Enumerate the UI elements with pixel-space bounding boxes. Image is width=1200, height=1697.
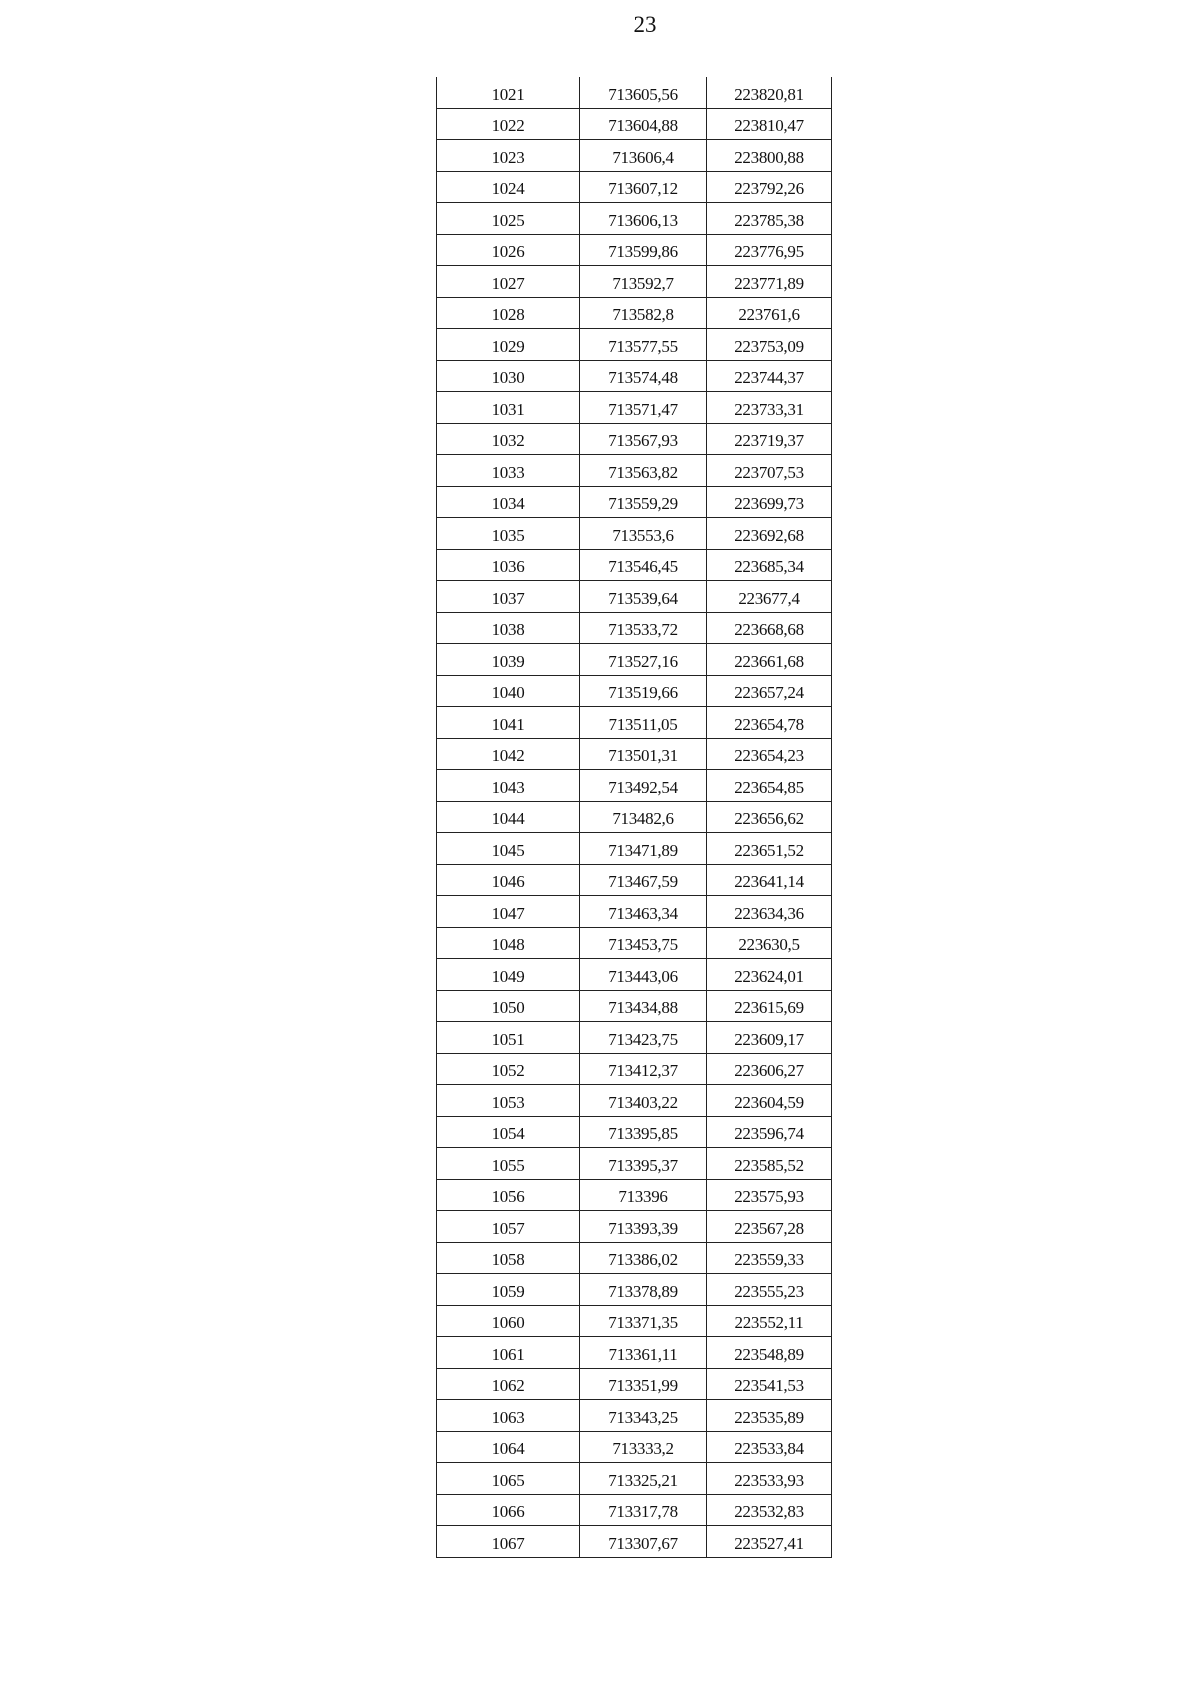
point-number-cell: 1039 [437, 644, 580, 676]
point-number-cell: 1036 [437, 549, 580, 581]
table-row [437, 1022, 832, 1054]
x-coordinate-cell: 713533,72 [580, 612, 707, 644]
table-row [437, 927, 832, 959]
y-coordinate-cell: 223707,53 [707, 455, 832, 487]
x-coordinate-cell: 713395,85 [580, 1116, 707, 1148]
table-row [437, 1368, 832, 1400]
x-coordinate-cell: 713606,4 [580, 140, 707, 172]
table-row [437, 1053, 832, 1085]
y-coordinate-cell: 223533,84 [707, 1431, 832, 1463]
y-coordinate-cell: 223661,68 [707, 644, 832, 676]
y-coordinate-cell: 223604,59 [707, 1085, 832, 1117]
y-coordinate-cell: 223820,81 [707, 77, 832, 108]
table-row [437, 1494, 832, 1526]
point-number-cell: 1029 [437, 329, 580, 361]
point-number-cell: 1046 [437, 864, 580, 896]
x-coordinate-cell: 713519,66 [580, 675, 707, 707]
point-number-cell: 1027 [437, 266, 580, 298]
x-coordinate-cell: 713582,8 [580, 297, 707, 329]
point-number-cell: 1033 [437, 455, 580, 487]
point-number-cell: 1048 [437, 927, 580, 959]
point-number-cell: 1065 [437, 1463, 580, 1495]
table-row [437, 108, 832, 140]
point-number-cell: 1031 [437, 392, 580, 424]
x-coordinate-cell: 713351,99 [580, 1368, 707, 1400]
y-coordinate-cell: 223744,37 [707, 360, 832, 392]
y-coordinate-cell: 223552,11 [707, 1305, 832, 1337]
point-number-cell: 1049 [437, 959, 580, 991]
y-coordinate-cell: 223685,34 [707, 549, 832, 581]
page-number: 23 [633, 12, 657, 37]
x-coordinate-cell: 713577,55 [580, 329, 707, 361]
y-coordinate-cell: 223753,09 [707, 329, 832, 361]
table-row [437, 1400, 832, 1432]
x-coordinate-cell: 713343,25 [580, 1400, 707, 1432]
x-coordinate-cell: 713492,54 [580, 770, 707, 802]
point-number-cell: 1064 [437, 1431, 580, 1463]
point-number-cell: 1041 [437, 707, 580, 739]
point-number-cell: 1067 [437, 1526, 580, 1558]
point-number-cell: 1024 [437, 171, 580, 203]
table-row [437, 1179, 832, 1211]
table-row [437, 549, 832, 581]
x-coordinate-cell: 713434,88 [580, 990, 707, 1022]
table-row [437, 392, 832, 424]
y-coordinate-cell: 223792,26 [707, 171, 832, 203]
point-number-cell: 1047 [437, 896, 580, 928]
point-number-cell: 1053 [437, 1085, 580, 1117]
y-coordinate-cell: 223575,93 [707, 1179, 832, 1211]
table-row [437, 801, 832, 833]
y-coordinate-cell: 223606,27 [707, 1053, 832, 1085]
table-row [437, 1526, 832, 1558]
x-coordinate-cell: 713463,34 [580, 896, 707, 928]
y-coordinate-cell: 223677,4 [707, 581, 832, 613]
y-coordinate-cell: 223533,93 [707, 1463, 832, 1495]
x-coordinate-cell: 713361,11 [580, 1337, 707, 1369]
x-coordinate-cell: 713423,75 [580, 1022, 707, 1054]
point-number-cell: 1035 [437, 518, 580, 550]
x-coordinate-cell: 713386,02 [580, 1242, 707, 1274]
x-coordinate-cell: 713395,37 [580, 1148, 707, 1180]
y-coordinate-cell: 223634,36 [707, 896, 832, 928]
y-coordinate-cell: 223699,73 [707, 486, 832, 518]
table-row [437, 1463, 832, 1495]
x-coordinate-cell: 713571,47 [580, 392, 707, 424]
table-row [437, 234, 832, 266]
table-row [437, 1337, 832, 1369]
x-coordinate-cell: 713567,93 [580, 423, 707, 455]
table-row [437, 486, 832, 518]
table-row [437, 644, 832, 676]
table-row [437, 1211, 832, 1243]
y-coordinate-cell: 223615,69 [707, 990, 832, 1022]
table-row [437, 1274, 832, 1306]
point-number-cell: 1034 [437, 486, 580, 518]
y-coordinate-cell: 223624,01 [707, 959, 832, 991]
x-coordinate-cell: 713563,82 [580, 455, 707, 487]
point-number-cell: 1062 [437, 1368, 580, 1400]
point-number-cell: 1051 [437, 1022, 580, 1054]
point-number-cell: 1050 [437, 990, 580, 1022]
x-coordinate-cell: 713396 [580, 1179, 707, 1211]
x-coordinate-cell: 713467,59 [580, 864, 707, 896]
x-coordinate-cell: 713511,05 [580, 707, 707, 739]
table-row [437, 329, 832, 361]
point-number-cell: 1045 [437, 833, 580, 865]
y-coordinate-cell: 223733,31 [707, 392, 832, 424]
x-coordinate-cell: 713592,7 [580, 266, 707, 298]
table-row [437, 1431, 832, 1463]
table-row [437, 77, 832, 108]
point-number-cell: 1032 [437, 423, 580, 455]
y-coordinate-cell: 223651,52 [707, 833, 832, 865]
y-coordinate-cell: 223654,78 [707, 707, 832, 739]
point-number-cell: 1059 [437, 1274, 580, 1306]
table-row [437, 833, 832, 865]
x-coordinate-cell: 713378,89 [580, 1274, 707, 1306]
x-coordinate-cell: 713606,13 [580, 203, 707, 235]
table-row [437, 896, 832, 928]
y-coordinate-cell: 223761,6 [707, 297, 832, 329]
point-number-cell: 1056 [437, 1179, 580, 1211]
y-coordinate-cell: 223567,28 [707, 1211, 832, 1243]
point-number-cell: 1060 [437, 1305, 580, 1337]
point-number-cell: 1040 [437, 675, 580, 707]
point-number-cell: 1061 [437, 1337, 580, 1369]
x-coordinate-cell: 713553,6 [580, 518, 707, 550]
y-coordinate-cell: 223800,88 [707, 140, 832, 172]
table-row [437, 675, 832, 707]
point-number-cell: 1042 [437, 738, 580, 770]
x-coordinate-cell: 713403,22 [580, 1085, 707, 1117]
table-row [437, 581, 832, 613]
x-coordinate-cell: 713599,86 [580, 234, 707, 266]
y-coordinate-cell: 223692,68 [707, 518, 832, 550]
x-coordinate-cell: 713453,75 [580, 927, 707, 959]
y-coordinate-cell: 223527,41 [707, 1526, 832, 1558]
y-coordinate-cell: 223555,23 [707, 1274, 832, 1306]
y-coordinate-cell: 223609,17 [707, 1022, 832, 1054]
y-coordinate-cell: 223776,95 [707, 234, 832, 266]
x-coordinate-cell: 713412,37 [580, 1053, 707, 1085]
table-row [437, 707, 832, 739]
x-coordinate-cell: 713482,6 [580, 801, 707, 833]
table-row [437, 770, 832, 802]
y-coordinate-cell: 223532,83 [707, 1494, 832, 1526]
x-coordinate-cell: 713546,45 [580, 549, 707, 581]
y-coordinate-cell: 223657,24 [707, 675, 832, 707]
y-coordinate-cell: 223810,47 [707, 108, 832, 140]
y-coordinate-cell: 223654,23 [707, 738, 832, 770]
point-number-cell: 1054 [437, 1116, 580, 1148]
y-coordinate-cell: 223785,38 [707, 203, 832, 235]
table-row [437, 864, 832, 896]
point-number-cell: 1043 [437, 770, 580, 802]
x-coordinate-cell: 713604,88 [580, 108, 707, 140]
y-coordinate-cell: 223559,33 [707, 1242, 832, 1274]
point-number-cell: 1057 [437, 1211, 580, 1243]
y-coordinate-cell: 223654,85 [707, 770, 832, 802]
table-body [437, 77, 832, 1557]
table-row [437, 203, 832, 235]
x-coordinate-cell: 713325,21 [580, 1463, 707, 1495]
table-row [437, 297, 832, 329]
point-number-cell: 1022 [437, 108, 580, 140]
y-coordinate-cell: 223641,14 [707, 864, 832, 896]
x-coordinate-cell: 713574,48 [580, 360, 707, 392]
y-coordinate-cell: 223541,53 [707, 1368, 832, 1400]
table-row [437, 959, 832, 991]
point-number-cell: 1021 [437, 77, 580, 108]
table-row [437, 738, 832, 770]
point-number-cell: 1066 [437, 1494, 580, 1526]
x-coordinate-cell: 713307,67 [580, 1526, 707, 1558]
table-row [437, 1085, 832, 1117]
y-coordinate-cell: 223585,52 [707, 1148, 832, 1180]
point-number-cell: 1028 [437, 297, 580, 329]
point-number-cell: 1023 [437, 140, 580, 172]
point-number-cell: 1052 [437, 1053, 580, 1085]
point-number-cell: 1063 [437, 1400, 580, 1432]
table-row [437, 266, 832, 298]
point-number-cell: 1025 [437, 203, 580, 235]
x-coordinate-cell: 713527,16 [580, 644, 707, 676]
y-coordinate-cell: 223548,89 [707, 1337, 832, 1369]
table-row [437, 360, 832, 392]
x-coordinate-cell: 713539,64 [580, 581, 707, 613]
table-row [437, 990, 832, 1022]
x-coordinate-cell: 713317,78 [580, 1494, 707, 1526]
point-number-cell: 1038 [437, 612, 580, 644]
y-coordinate-cell: 223596,74 [707, 1116, 832, 1148]
table-row [437, 140, 832, 172]
x-coordinate-cell: 713607,12 [580, 171, 707, 203]
table-row [437, 455, 832, 487]
x-coordinate-cell: 713501,31 [580, 738, 707, 770]
table-row [437, 423, 832, 455]
y-coordinate-cell: 223771,89 [707, 266, 832, 298]
y-coordinate-cell: 223719,37 [707, 423, 832, 455]
table-row [437, 1148, 832, 1180]
coordinates-table [436, 77, 832, 1558]
table-row [437, 1242, 832, 1274]
y-coordinate-cell: 223535,89 [707, 1400, 832, 1432]
point-number-cell: 1026 [437, 234, 580, 266]
x-coordinate-cell: 713333,2 [580, 1431, 707, 1463]
x-coordinate-cell: 713605,56 [580, 77, 707, 108]
point-number-cell: 1058 [437, 1242, 580, 1274]
y-coordinate-cell: 223630,5 [707, 927, 832, 959]
y-coordinate-cell: 223668,68 [707, 612, 832, 644]
table-row [437, 1305, 832, 1337]
table-row [437, 518, 832, 550]
point-number-cell: 1037 [437, 581, 580, 613]
table-row [437, 1116, 832, 1148]
table-row [437, 171, 832, 203]
x-coordinate-cell: 713371,35 [580, 1305, 707, 1337]
table-row [437, 612, 832, 644]
y-coordinate-cell: 223656,62 [707, 801, 832, 833]
point-number-cell: 1030 [437, 360, 580, 392]
x-coordinate-cell: 713393,39 [580, 1211, 707, 1243]
point-number-cell: 1055 [437, 1148, 580, 1180]
x-coordinate-cell: 713443,06 [580, 959, 707, 991]
point-number-cell: 1044 [437, 801, 580, 833]
x-coordinate-cell: 713559,29 [580, 486, 707, 518]
x-coordinate-cell: 713471,89 [580, 833, 707, 865]
